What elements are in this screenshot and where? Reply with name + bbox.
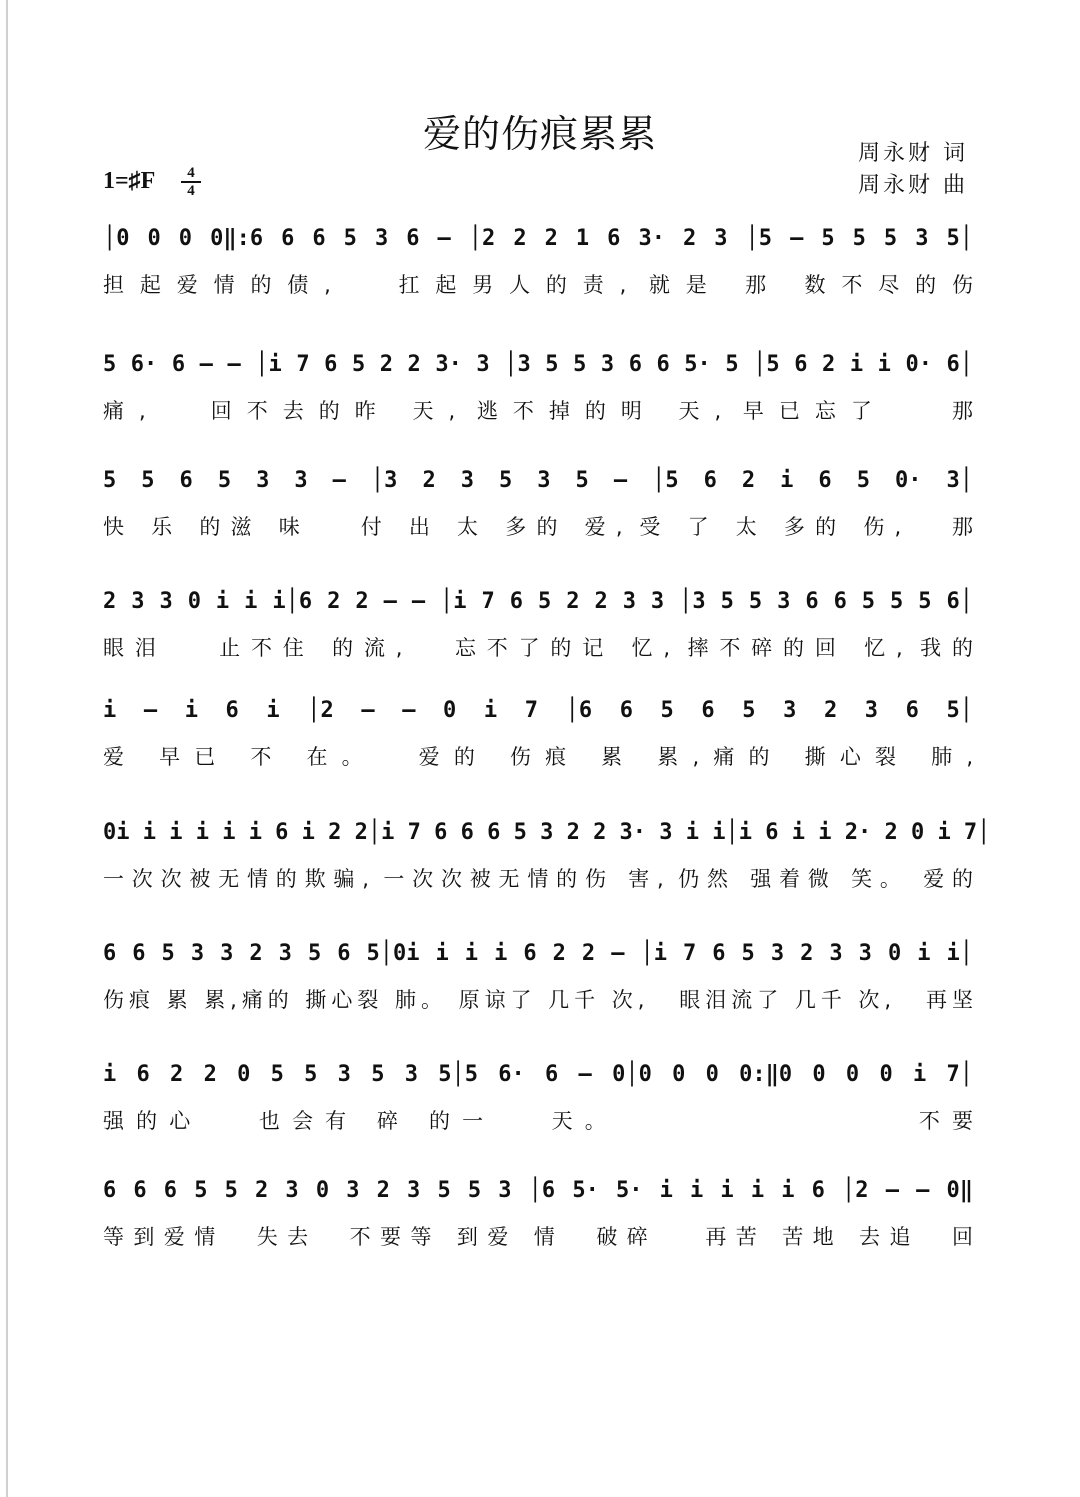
lyrics-line: 爱 早已 不 在。 爱的 伤痕 累 累,痛的 撕心裂 肺, (103, 745, 973, 769)
notation-line: i 6 2 2 0 5 5 3 5 3 5│5 6· 6 – 0│0 0 0 0:‖0 0 0 0 i 7│ (103, 1062, 973, 1087)
lyrics-line: 痛, 回不去的昨 天, 逃不掉的明 天, 早已忘了 那 (103, 399, 973, 423)
composer-credit: 周永财 曲 (858, 173, 968, 198)
notation-line: │0 0 0 0‖:6 6 6 5 3 6 – │2 2 2 1 6 3· 2 3 │5 – 5 5 5 3 5│ (103, 226, 973, 251)
song-title: 爱的伤痕累累 (422, 112, 657, 156)
lyrics-line: 一次次被无情的欺骗, 一次次被无情的伤 害, 仍然 强着微 笑。 爱的 (103, 867, 973, 891)
lyrics-line: 眼泪 止不住 的流, 忘不了的记 忆, 摔不碎的回 忆, 我的 (103, 636, 973, 660)
page-edge (6, 0, 8, 1497)
notation-line: 5 6· 6 – – │i 7 6 5 2 2 3· 3 │3 5 5 3 6 6 5· 5 │5 6 2 i i 0· 6│ (103, 352, 973, 377)
lyrics-line: 伤痕 累 累,痛的 撕心裂 肺。 原谅了 几千 次, 眼泪流了 几千 次, 再坚 (103, 988, 973, 1012)
notation-line: 0i i i i i i 6 i 2 2│i 7 6 6 6 5 3 2 2 3· 3 i i│i 6 i i 2· 2 0 i 7│ (103, 820, 991, 845)
lyricist-credit: 周永财 词 (858, 141, 968, 166)
time-signature (181, 165, 201, 199)
notation-line: 2 3 3 0 i i i│6 2 2 – – │i 7 6 5 2 2 3 3 │3 5 5 3 6 6 5 5 5 6│ (103, 589, 973, 614)
notation-line: 6 6 5 3 3 2 3 5 6 5│0i i i i 6 2 2 – │i 7 6 5 3 2 3 3 0 i i│ (103, 941, 973, 966)
notation-line: i – i 6 i │2 – – 0 i 7 │6 6 5 6 5 3 2 3 6 5│ (103, 698, 973, 723)
lyrics-line: 强的心 也会有 碎 的一 天。 不要 (103, 1109, 973, 1133)
notation-line: 5 5 6 5 3 3 – │3 2 3 5 3 5 – │5 6 2 i 6 5 0· 3│ (103, 468, 973, 493)
notation-line: 6 6 6 5 5 2 3 0 3 2 3 5 5 3 │6 5· 5· i i i i i 6 │2 – – 0‖ (103, 1178, 973, 1203)
key-signature: 1=♯F (103, 168, 156, 194)
lyrics-line: 快 乐 的滋 味 付 出 太 多的 爱, 受 了 太 多的 伤, 那 (103, 515, 973, 539)
lyrics-line: 等到爱情 失去 不要等 到爱 情 破碎 再苦 苦地 去追 回 (103, 1225, 973, 1249)
time-signature-bottom: 4 (187, 182, 195, 199)
lyrics-line: 担起爱情的债, 扛起男人的责, 就是 那 数不尽的伤 (103, 273, 973, 297)
time-signature-top: 4 (187, 165, 195, 181)
